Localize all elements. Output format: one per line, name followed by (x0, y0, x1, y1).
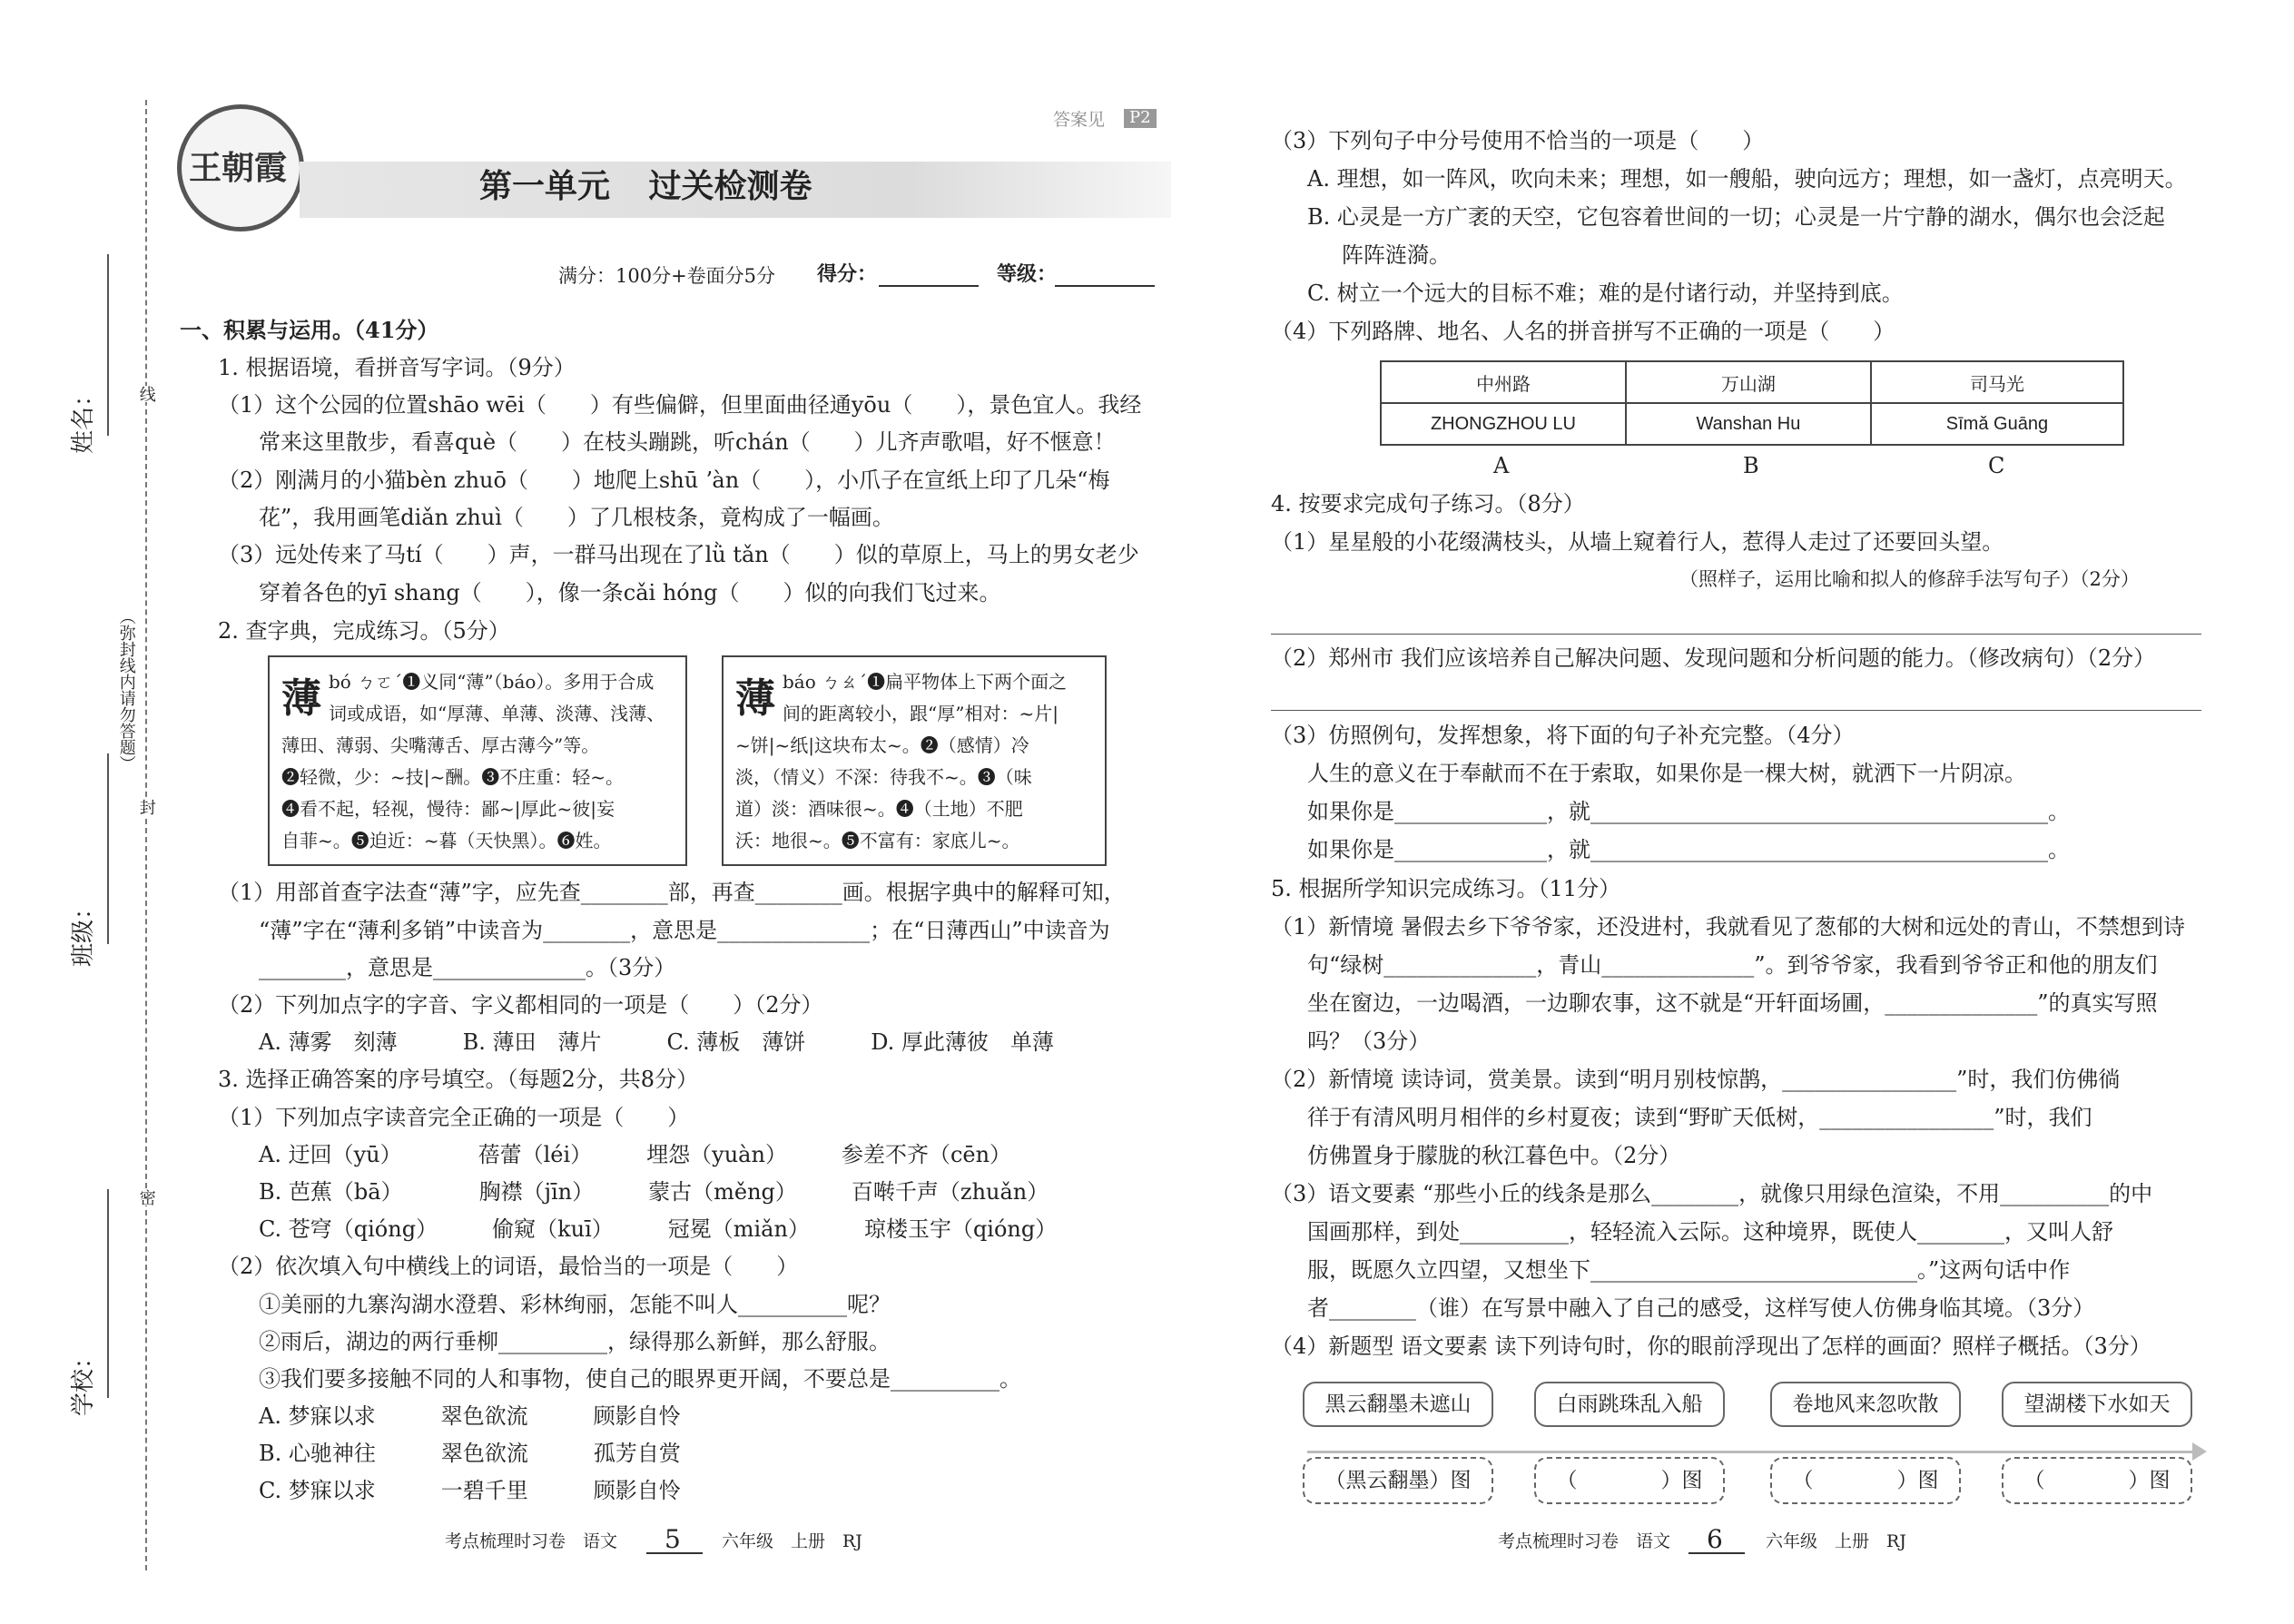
poem-line-box: 卷地风来忽吹散 (1770, 1382, 1961, 1427)
picture-answer-box[interactable]: （黑云翻墨）图 (1303, 1457, 1493, 1504)
q5-line: （2）新情境 读诗词，赏美景。读到“明月别枝惊鹊，________________”时，我们仿佛徜 (1271, 1067, 2121, 1092)
answer-line[interactable] (1271, 710, 2201, 711)
dict-line: báo ㄅㄠˊ❶扁平物体上下两个面之 (783, 671, 1068, 693)
q4-line: （1）星星般的小花缀满枝头，从墙上窥着行人，惹得人走过了还要回头望。 (1271, 529, 2004, 555)
q5-line: 句“绿树______________，青山______________”。到爷爷家，我看到爷爷正和他的朋友们 (1307, 952, 2158, 978)
q5-line: 者________（谁）在写景中融入了自己的感受，这样写使人仿佛身临其境。（3分） (1307, 1295, 2095, 1321)
q2-line: “薄”字在“薄利多销”中读音为________，意思是______________；在“日薄西山”中读音为 (259, 918, 1110, 943)
table-header: 司马光 (1871, 361, 2123, 403)
table-cell: Wanshan Hu (1626, 403, 1871, 445)
q2-line: （2）下列加点字的字音、字义都相同的一项是（ ）（2分） (218, 992, 823, 1018)
q4-line: 人生的意义在于奉献而不在于索取，如果你是一棵大树，就洒下一片阴凉。 (1307, 761, 2026, 786)
footer-grade: 六年级 上册 RJ (722, 1531, 862, 1551)
poem-flow-arrow (1307, 1451, 2197, 1453)
footer-grade: 六年级 上册 RJ (1766, 1531, 1906, 1551)
q1-line: （1）这个公园的位置shāo wēi（ ）有些偏僻，但里面曲径通yōu（ ），景色宜人。我经 (218, 392, 1142, 418)
grade-label: 等级： (997, 262, 1058, 286)
q1-line: 花”，我用画笔diǎn zhuì（ ）了几根枝条，竟构成了一幅画。 (259, 505, 894, 530)
margin-seal-note: （弥封线内请勿答题） (116, 608, 136, 772)
q4-line: （3）仿照例句，发挥想象，将下面的句子补充完整。（4分） (1271, 723, 1855, 748)
q1-line: （2）刚满月的小猫bèn zhuō（ ）地爬上shū ʼàn（ ），小爪子在宣纸上印了几朵“梅 (218, 468, 1110, 493)
q3-option: A. 理想，如一阵风，吹向未来；理想，如一艘船，驶向远方；理想，如一盏灯，点亮明天。 (1307, 166, 2187, 192)
q3-line: ②雨后，湖边的两行垂柳__________，绿得那么新鲜，那么舒服。 (259, 1329, 891, 1354)
page-title: 第一单元 过关检测卷 (479, 167, 812, 205)
footer-page-number: 5 (665, 1524, 681, 1554)
q5-line: 徉于有清风明月相伴的乡村夏夜；读到“野旷天低树，________________”时，我们 (1307, 1105, 2092, 1130)
q5-line: （3）语文要素 “那些小丘的线条是那么________，就像只用绿色渲染，不用__________的中 (1271, 1181, 2153, 1206)
q3-option: A. 梦寐以求 翠色欲流 顾影自怜 (259, 1403, 681, 1429)
q5-line: 坐在窗边，一边喝酒，一边聊农事，这不就是“开轩面场圃，______________”的真实写照 (1307, 990, 2158, 1016)
footer-book: 考点梳理时习卷 语文 (445, 1531, 618, 1551)
table-header: 中州路 (1381, 361, 1626, 403)
q1-heading: 1. 根据语境，看拼音写字词。（9分） (218, 355, 576, 380)
q4-heading: 4. 按要求完成句子练习。（8分） (1271, 491, 1585, 517)
answer-line[interactable] (1271, 634, 2201, 635)
name-field[interactable] (107, 254, 109, 436)
q2-heading: 2. 查字典，完成练习。（5分） (218, 618, 510, 644)
q2-options: A. 薄雾 刻薄 B. 薄田 薄片 C. 薄板 薄饼 D. 厚此薄彼 单薄 (259, 1029, 1054, 1055)
q5-line: 国画那样，到处__________，轻轻流入云际。这种境界，既使人________，又叫人舒 (1307, 1219, 2113, 1245)
dict-line: ❷轻微，少：~技|~酬。❸不庄重：轻~。 (281, 766, 625, 788)
picture-answer-box[interactable]: （ ）图 (1534, 1457, 1725, 1504)
footer-page-bracket (1689, 1552, 1745, 1554)
q3-option: B. 芭蕉（bā） 胸襟（jīn） 蒙古（měng） 百啭千声（zhuǎn） (259, 1179, 1049, 1205)
q3-option: C. 梦寐以求 一碧千里 顾影自怜 (259, 1478, 681, 1503)
dict-line: 自菲~。❺迫近：~暮（天快黑）。❻姓。 (281, 830, 612, 851)
table-cell: Sīmǎ Guāng (1871, 403, 2123, 445)
q1-line: 常来这里散步，看喜què（ ）在枝头蹦跳，听chán（ ）儿齐声歌唱，好不惬意！ (259, 429, 1116, 455)
footer-book: 考点梳理时习卷 语文 (1498, 1531, 1671, 1551)
dict-line: 间的距离较小，跟“厚”相对：~片| (783, 703, 1058, 724)
q5-heading: 5. 根据所学知识完成练习。（11分） (1271, 876, 1621, 901)
q1-line: （3）远处传来了马tí（ ）声，一群马出现在了lǜ tǎn（ ）似的草原上，马上的男女老少 (218, 542, 1139, 567)
table-option-label: C (1988, 453, 2005, 478)
dict-line: bó ㄅㄛˊ❶义同“薄”（báo）。多用于合成 (329, 671, 655, 693)
footer-page-bracket (646, 1552, 703, 1554)
footer-page-number: 6 (1707, 1524, 1723, 1554)
dict-line: 词或成语，如“厚薄、单薄、淡薄、浅薄、 (329, 703, 665, 724)
q5-line: 吗？（3分） (1307, 1029, 1431, 1054)
margin-seal-mark-2: 封 (136, 799, 156, 815)
margin-seal-mark-3: 密 (136, 1189, 156, 1206)
q1-line: 穿着各色的yī shang（ ），像一条cǎi hóng（ ）似的向我们飞过来。 (259, 580, 1001, 605)
table-option-label: A (1493, 453, 1510, 478)
q2-line: （1）用部首查字法查“薄”字，应先查________部，再查________画。根据字典中的解释可知， (218, 880, 1126, 905)
q3-option: 阵阵涟漪。 (1342, 242, 1451, 268)
poem-flow-arrowhead (2192, 1442, 2207, 1461)
q3-option: B. 心驰神往 翠色欲流 孤芳自赏 (259, 1441, 681, 1466)
dict-line: 沃：地很~。❺不富有：家底儿~。 (735, 830, 1020, 851)
table-cell: ZHONGZHOU LU (1381, 403, 1626, 445)
class-label: 班级： (70, 895, 97, 967)
q4-line: （照样子，运用比喻和拟人的修辞手法写句子）（2分） (1679, 568, 2140, 590)
q3-line: （1）下列加点字读音完全正确的一项是（ ） (218, 1105, 690, 1130)
binding-line (145, 100, 147, 1570)
q4-line: 如果你是______________，就__________________________________________。 (1307, 799, 2070, 824)
score-label: 得分： (817, 262, 878, 286)
grade-field[interactable] (1055, 285, 1155, 287)
score-info: 满分：100分+卷面分5分 (558, 265, 776, 287)
class-field[interactable] (107, 753, 109, 944)
poem-line-box: 黑云翻墨未遮山 (1303, 1382, 1493, 1427)
q4-line: （2）郑州市 我们应该培养自己解决问题、发现问题和分析问题的能力。（修改病句）（2分） (1271, 645, 2156, 671)
school-label: 学校： (70, 1344, 97, 1416)
picture-answer-box[interactable]: （ ）图 (1770, 1457, 1961, 1504)
dict-char-1: 薄 (281, 675, 321, 722)
q3-option: A. 迂回（yū） 蓓蕾（léi） 埋怨（yuàn） 参差不齐（cēn） (259, 1142, 1012, 1167)
margin-seal-mark-1: 线 (136, 386, 156, 402)
answer-page: P2 (1124, 109, 1157, 128)
q2-line: ________，意思是______________。（3分） (259, 955, 676, 980)
q3-line: ③我们要多接触不同的人和事物，使自己的眼界更开阔，不要总是__________。 (259, 1366, 1021, 1392)
q3-option: C. 树立一个远大的目标不难；难的是付诸行动，并坚持到底。 (1307, 281, 1904, 306)
q5-line: 仿佛置身于朦胧的秋江暮色中。（2分） (1307, 1143, 1681, 1168)
q3-line: ①美丽的九寨沟湖水澄碧、彩林绚丽，怎能不叫人__________呢？ (259, 1292, 891, 1317)
dict-line: 薄田、薄弱、尖嘴薄舌、厚古薄今”等。 (281, 734, 600, 756)
school-field[interactable] (107, 1189, 109, 1398)
section-one-heading: 一、积累与运用。（41分） (180, 317, 439, 343)
poem-line-box: 白雨跳珠乱入船 (1534, 1382, 1725, 1427)
score-field[interactable] (879, 285, 979, 287)
dict-line: 道）淡：酒味很~。❹（土地）不肥 (735, 798, 1023, 820)
q5-line: （1）新情境 暑假去乡下爷爷家，还没进村，我就看见了葱郁的大树和远处的青山，不禁想到诗 (1271, 914, 2185, 940)
q5-line: （4）新题型 语文要素 读下列诗句时，你的眼前浮现出了怎样的画面？照样子概括。（3分） (1271, 1334, 2151, 1359)
q3-line: （2）依次填入句中横线上的词语，最恰当的一项是（ ） (218, 1254, 799, 1279)
poem-line-box: 望湖楼下水如天 (2002, 1382, 2192, 1427)
q3-option: C. 苍穹（qióng） 偷窥（kuī） 冠冕（miǎn） 琼楼玉宇（qióng） (259, 1216, 1058, 1242)
q4-line: 如果你是______________，就__________________________________________。 (1307, 837, 2070, 862)
q5-line: 服，既愿久立四望，又想坐下______________________________。”这两句话中作 (1307, 1257, 2071, 1283)
dict-char-2: 薄 (735, 675, 775, 722)
name-label: 姓名： (70, 382, 97, 454)
q3-heading: 3. 选择正确答案的序号填空。（每题2分，共8分） (218, 1067, 699, 1092)
answer-ref: 答案见 (1053, 110, 1106, 130)
logo-text: 王朝霞 (189, 149, 288, 187)
q3-line: （4）下列路牌、地名、人名的拼音拼写不正确的一项是（ ） (1271, 319, 1895, 344)
table-option-label: B (1743, 453, 1759, 478)
dict-line: 淡，（情义）不深：待我不~。❸（味 (735, 766, 1032, 788)
dict-line: ❹看不起，轻视，慢待：鄙~|厚此~彼|妄 (281, 798, 615, 820)
dict-line: ~饼|~纸|这块布太~。❷（感情）冷 (735, 734, 1029, 756)
pinyin-table (1380, 360, 2124, 446)
q3-line: （3）下列句子中分号使用不恰当的一项是（ ） (1271, 128, 1765, 153)
q3-option: B. 心灵是一方广袤的天空，它包容着世间的一切；心灵是一片宁静的湖水，偶尔也会泛起 (1307, 204, 2165, 230)
picture-answer-box[interactable]: （ ）图 (2002, 1457, 2192, 1504)
table-header: 万山湖 (1626, 361, 1871, 403)
